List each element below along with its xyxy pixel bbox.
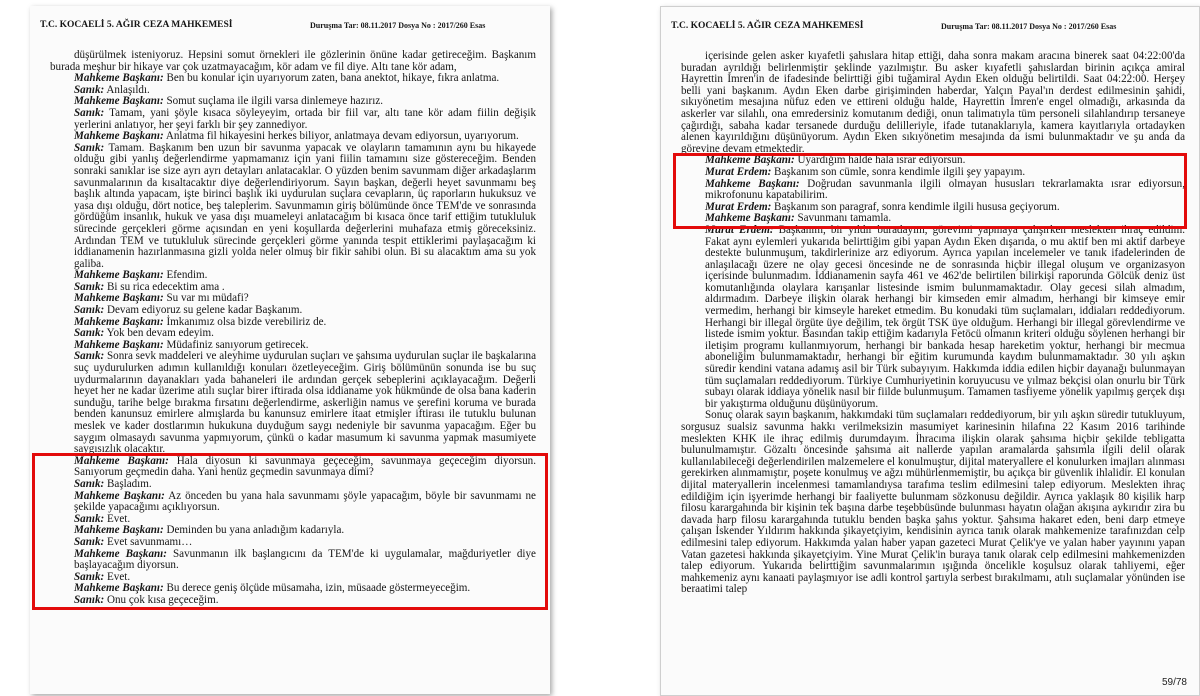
transcript-body — [681, 51, 1185, 596]
speech-text: düşürülmek isteniyoruz. Hepsini somut örnekleri ile gözlerinin önüne kadar getireceğim. Başkanım burada meşhur bir hikaye var çok uzatmayacağım, kör adam ve fil diye. Altı tane kör adam, — [50, 49, 536, 73]
speech-text: Evet. — [104, 512, 131, 525]
speaker-label: Murat Erdem: — [705, 200, 772, 213]
speaker-label: Mahkeme Başkanı: — [705, 177, 800, 190]
speech-text: Az önceden bu yana hala savunmamı şöyle yapacağım, böyle bir savunmamı ne şekilde yapacağımı açıklıyorsun. — [74, 489, 536, 514]
speech-text: Hala diyosun ki savunmaya geçeceğim, savunmaya geçeceğim diyorsun. Sanıyorum geçmedin daha. Yani henüz geçmedin savunmaya dimi? — [74, 454, 536, 479]
speaker-label: Sanık: — [74, 477, 105, 490]
speech-text: Doğrudan savunmanla ilgili olmayan hususları tekrarlamakta ısrar ediyorsun, mikrofonunu kapatabilirim. — [705, 177, 1185, 202]
speech-text: Onu çok kısa geçeceğim. — [104, 593, 219, 606]
speaker-label: Sanık: — [74, 304, 105, 317]
speaker-label: Murat Erdem: — [705, 223, 774, 236]
speech-text: Anlatma fil hikayesini herkes biliyor, anlatmaya devam ediyorsun, uyarıyorum. — [163, 130, 519, 143]
speech-text: Deminden bu yana anladığım kadarıyla. — [163, 524, 345, 537]
speaker-label: Mahkeme Başkanı: — [74, 292, 164, 305]
speech-text: Devam ediyoruz su gelene kadar Başkanım. — [104, 304, 303, 317]
transcript-line — [50, 595, 536, 607]
speaker-label: Murat Erdem: — [705, 165, 772, 178]
court-name: T.C. KOCAELİ 5. AĞIR CEZA MAHKEMESİ — [671, 21, 864, 31]
transcript-line — [50, 351, 536, 455]
speech-text: İmkanımız olsa bizde verebiliriz de. — [163, 315, 327, 328]
speaker-label: Sanık: — [74, 512, 105, 525]
speech-text: Evet. — [104, 570, 131, 583]
speaker-label: Mahkeme Başkanı: — [74, 454, 169, 467]
transcript-line — [681, 179, 1185, 202]
speaker-label: Sanık: — [74, 141, 105, 154]
transcript-line — [681, 225, 1185, 411]
speaker-label: Sanık: — [74, 593, 105, 606]
speech-text: Anlaşıldı. — [104, 83, 150, 96]
transcript-line — [50, 549, 536, 572]
speech-text: Tamam. Başkanım ben uzun bir savunma yapacak ve olayların tamamının aynı bu hikayede olduğu gibi yanlış değerlendirme yapmamanız için yani fiilin tamamını size göstereceğim. Benden sonraki sanıklar ise size ayrı ayrı detayları anlatacaklar. O yüzden benim savunmam diğer arkadaşlarım savunmalarının da kısaltacaktır diye değerlendiriyorum. Sayın başkan, değerli heyet savunmamı beş başlık altında yapacam, işte birinci başlık iki uydurulan suçlara cevapların, üç raporların hukuksuz ve yasa dışı olduğu, dört notice, beş taleplerim. Savunmamın giriş bölümünde önce TEM'de ve sonrasında gördüğüm insanlık, hukuk ve yasa dışı muameleyi anlatacağım bi kısaca önce tarif ettiğim tutukluluk sürecinde gerçekleri görme açısından en yeni koşullarda değerlerini muhafaza etmiş göreceksiniz. Ardından TEM ve tutukluluk sürecinde gerçekleri görme yanında tespit ettiklerimi paylaşacağım ki iddianamenin hazırlanmasına gizli yolda neler olmuş bir fikir sahibi olun. Bi su alacaktım ama su yok galiba. — [74, 141, 536, 270]
speech-text: Başkanım son cümle, sonra kendimle ilgili şey yapayım. — [771, 165, 1026, 178]
speaker-label: Mahkeme Başkanı: — [705, 154, 795, 167]
speech-text: Başladım. — [104, 477, 152, 490]
speech-text: Efendim. — [163, 269, 208, 282]
speaker-label: Mahkeme Başkanı: — [74, 524, 164, 537]
speaker-label: Mahkeme Başkanı: — [74, 582, 164, 595]
speaker-label: Sanık: — [74, 350, 105, 363]
speaker-label: Mahkeme Başkanı: — [74, 489, 165, 502]
page-number: 59/78 — [1161, 677, 1187, 689]
transcript-line — [681, 410, 1185, 596]
speech-text: Tamam, yani şöyle kısaca söyleyeyim, ortada bir fiil var, altı tane kör adam fiilin değişik yerlerini anlatıyor, her şeyi farklı bir şey zannediyor. — [74, 106, 536, 131]
speaker-label: Sanık: — [74, 83, 105, 96]
speaker-label: Sanık: — [74, 327, 105, 340]
speaker-label: Mahkeme Başkanı: — [74, 547, 167, 560]
document-page-left — [30, 6, 550, 694]
hearing-meta: Duruşma Tar: 08.11.2017 Dosya No : 2017/260 Esas — [941, 22, 1117, 31]
speaker-label: Sanık: — [74, 106, 105, 119]
transcript-line — [50, 50, 536, 73]
speech-text: Sonuç olarak sayın başkanım, hakkımdaki tüm suçlamaları reddediyorum, bir yılı aşkın süredir tutukluyum, sorgusuz sualsiz savunma hakkı verilmeksizin masumiyet karinesinin hilafına 22 Kasım 2016 tarihinde meslekten KHK ile ihraç edilmiş durumdayım. İhracıma ilişkin olarak şahsıma hiçbir şekilde tebligatta bulunulmamıştır. Gözaltı öncesinde şahsıma ait nallerde yapılan aramalarda şahsımla ilgili delil olarak kullanılabileceği değerlendirilen malzemelere el konulmuştur, dijital materyallere el konulurken imajları alınması gerekirken alınmamıştır, poşete konulmuş ve ağzı mühürlenmemiştir, bu açıkça bir güvenlik ihlalidir. El konulan dijital materyallerin incelenmesi tamamlandıysa tarafıma teslim edilmesini talep ediyorum. Meslekten ihraç edildiğim için işyerimde herhangi bir faaliyette bulunmam sözkonusu değildir. Ayrıca yaklaşık 80 kişilik harp filosu karargahında bir kişinin tek başına darbe teşebbüsünde bulunması hayatın olağan akışına aykırıdır zira bu davada harp filosu karargahında tutuklu benden başka şahıs yoktur. Şahsıma hakaret eden, beni darp etmeye çalışan İskender Yıldırım hakkında şikayetçiyim, kendisinin ayrıca tanık olarak mahkemenize tarafınızdan celp edilmesini talep ediyorum. Hakkımda yalan haber yapan gazeteci Murat Çelik'ye ve yalan haber yayınını yapan Vatan gazetesi hakkında şikayetçiyim. Yine Murat Çelik'in buraya tanık olarak celp edilmesini mahkemenizden talep ediyorum. Yukarıda belirttiğim savunmalarımın ışığında öncelikle koşulsuz olarak tahliyemi, eğer mahkemeniz aynı kanaati paylaşmıyor ise adli kontrol şartıyla serbest bırakılmamı, atılı suçlamalar yönünden ise beraatimi talep — [681, 409, 1185, 596]
speech-text: Ben bu konular için uyarıyorum zaten, bana anektot, hikaye, fıkra anlatma. — [163, 72, 500, 85]
speech-text: Bu derece geniş ölçüde müsamaha, izin, müsaade göstermeyeceğim. — [163, 582, 471, 595]
speaker-label: Mahkeme Başkanı: — [74, 95, 164, 108]
speech-text: Başkanım, bir yıldır buradayım, görevimi yapmaya çalışırken meslekten ihraç edildim. Fakat aynı eylemleri yukarıda belirttiğim gibi yapan Aydın Eken dışarıda, o mu aktif ben mi aktif darbeye destekte bulunmuşum, takdirlerinize arz ediyorum. Ayrıca yapılan incelemeler ve tanık ifadelerinden de anlaşılacağı üzere ne olay gecesi öncesinde ne de sonrasında hiçbir illegal oluşum ve organizasyon içerisinde bulunmadım. İddianamenin sayfa 461 ve 462'de belirtilen bilirkişi raporunda Gölcük deniz üst komutanlığında olaylara karışanlar listesinde ismim bulunmamaktadır. Olay gecesi silah almadım, aldırmadım. Darbeye ilişkin olarak herhangi bir kimseden emir almadım, herhangi bir kimseye emir vermedim, herhangi bir kimseyle hareket etmedim. Bu konudaki tüm suçlamaları, iddiaları reddediyorum. Herhangi bir illegal örgüte üye değilim, tek örgüt TSK üye olduğum. Herhangi bir illegal görevlendirme ve listede ismim yoktur. Basından takip ettiğim kadarıyla Fetöcü olmanın kriteri olduğu söylenen herhangi bir iletişim programı kullanmıyorum, herhangi bir bankada hesap hareketim yoktur, herhangi bir mecmua aboneliğim bulunmamaktadır, herhangi bir eğitim kurumunda kaydım bulunmamaktadır. 30 yılı aşkın süredir kendini vatana adamış asil bir Türk subayıyım. Hakkımda iddia edilen hiçbir dayanağı bulunmayan tüm suçlamaları reddediyorum. Türkiye Cumhuriyetinin koruyucusu ve yılmaz bekçisi olan onurlu bir Türk subayı olarak iddiaya yönelik nasıl bir fiilde bulunmuşum. Tamamen tasfiyeme yönelik yapılmış gerçek dışı bir yakıştırma olduğunu düşünüyorum. — [705, 223, 1185, 410]
speech-text: içerisinde gelen asker kıyafetli şahıslara hitap ettiği, daha sonra makam aracına binerek saat 04:22:00'da buradan ayrıldığı belirlenmiştir şeklinde yazılmıştır. Bu asker kıyafetli şahıslardan birinin açıkça amiral Hayrettin İmren'in de ifadesinde belirttiği gibi tuğamiral Aydın Eken olduğu belirtildi. Saat 04:22:00. Herşey belli yani başkanım. Aydın Eken darbe girişiminden haberdar, Yalçın Payal'ın derdest edilmesinin şahidi, sıkıyönetim mesajına nüfuz eden ve ettireni olduğu halde, Hayrettin İmren'e engel olmadığı, arkasında da askerler var silahlı, ona emredersiniz komutanım dediği, onun talimatıyla tüm personeli silahlandırıp tersaneye çağırdığı, sabaha kadar tersanede durduğu delilleriyle, ifade tutanaklarıyla, kamera kayıtlarıyla ortadayken alenen kayırıldığını düşünüyorum. Aydın Eken sıkıyönetim mesajında da ismi bulunmaktadır ve şu anda da görevine devam etmektedir. — [681, 50, 1185, 155]
speech-text: Evet savunmamı… — [104, 535, 193, 548]
speech-text: Başkanım son paragraf, sonra kendimle ilgili hususa geçiyorum. — [771, 200, 1060, 213]
speaker-label: Mahkeme Başkanı: — [705, 212, 795, 225]
speaker-label: Mahkeme Başkanı: — [74, 338, 164, 351]
transcript-body — [50, 50, 536, 607]
speaker-label: Sanık: — [74, 280, 105, 293]
transcript-line — [50, 491, 536, 514]
speaker-label: Sanık: — [74, 535, 105, 548]
speaker-label: Mahkeme Başkanı: — [74, 130, 164, 143]
hearing-meta: Duruşma Tar: 08.11.2017 Dosya No : 2017/260 Esas — [310, 21, 486, 30]
speech-text: Su var mı müdafi? — [163, 292, 249, 305]
speech-text: Uyardığım halde hala ısrar ediyorsun. — [794, 154, 966, 167]
transcript-line — [50, 108, 536, 131]
speaker-label: Mahkeme Başkanı: — [74, 269, 164, 282]
speech-text: Yok ben devam edeyim. — [104, 327, 214, 340]
speech-text: Sonra sevk maddeleri ve aleyhime uydurulan suçları ve şahsıma uydurulan suçlar ile başkalarına suç uydurulurken adımın kullanıldığı konuları özetleyeceğim. Giriş bölümünün sonunda ise bu suç uydurmalarının dayanakları yada bahaneleri ile ardından gerçek sebeplerini açıklayacağım. Değerli heyet her ne kadar üzerime atılı suçlar birer iftirada olsa iddianame yok hükmünde de olsa bana kaderin sunduğu, tarihe belge bırakma fırsatını değerlendirme, askerliğin namus ve şerefini koruma ve burada benden kanunsuz emirlere almışlarda bu kanunsuz emirlere itaat etmişler iftirası ile tutuklu bulunan meslek ve kader dostlarımın hukukuna duyduğum saygı nedeniyle bir savunma yapacağım. Eğer bu saygım olmasaydı savunma yapmıyorum, çünkü o kadar masumum ki savunma yapmak masumiyete saygısızlık olacaktır. — [74, 350, 536, 456]
speech-text: Müdafiniz sanıyorum getirecek. — [163, 338, 309, 351]
transcript-line — [681, 51, 1185, 155]
speech-text: Savunmanı tamamla. — [794, 212, 892, 225]
document-page-right — [660, 6, 1200, 696]
speaker-label: Mahkeme Başkanı: — [74, 315, 164, 328]
speaker-label: Mahkeme Başkanı: — [74, 72, 164, 85]
speech-text: Savunmanın ilk başlangıcını da TEM'de ki uygulamalar, mağduriyetler diye başlayacağım diyorsun. — [74, 547, 536, 572]
transcript-line — [50, 143, 536, 271]
transcript-line — [50, 456, 536, 479]
court-name: T.C. KOCAELİ 5. AĞIR CEZA MAHKEMESİ — [40, 20, 233, 30]
speaker-label: Sanık: — [74, 570, 105, 583]
speech-text: Somut suçlama ile ilgili varsa dinlemeye hazırız. — [163, 95, 384, 108]
speech-text: Bi su rica edecektim ama . — [104, 280, 225, 293]
